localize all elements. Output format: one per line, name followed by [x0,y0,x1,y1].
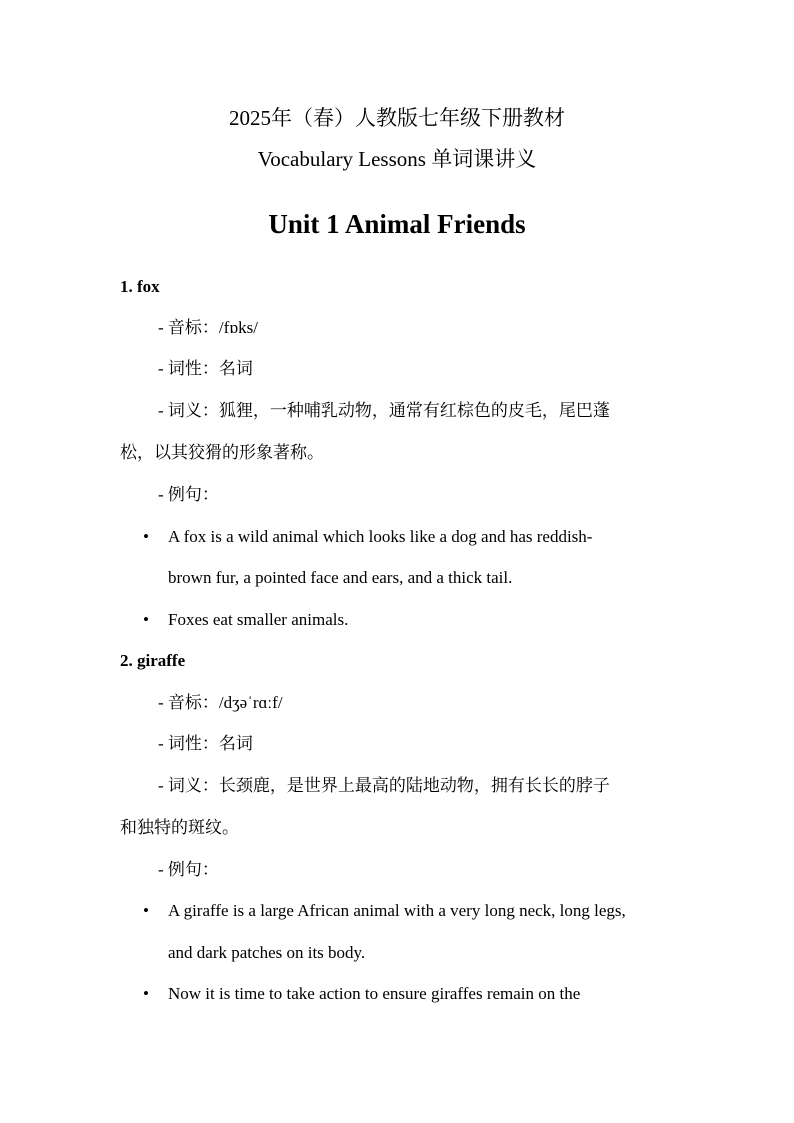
bullet-icon: • [143,901,149,920]
entry-meaning: - 词义：狐狸，一种哺乳动物，通常有红棕色的皮毛，尾巴蓬 [158,401,610,420]
entry-examples-label: - 例句： [158,485,219,504]
entry-phonetic: - 音标：/dʒəˈrɑːf/ [158,693,283,712]
entry-phonetic: - 音标：/fɒks/ [158,318,259,337]
entry-part-of-speech: - 词性：名词 [158,359,253,378]
entry-meaning-continued: 松，以其狡猾的形象著称。 [120,443,324,462]
bullet-icon: • [143,527,149,546]
document-header-title: 2025年（春）人教版七年级下册教材 [229,106,565,130]
example-sentence-continued: and dark patches on its body. [168,943,366,962]
entry-examples-label: - 例句： [158,860,219,879]
entry-meaning: - 词义：长颈鹿，是世界上最高的陆地动物，拥有长长的脖子 [158,776,610,795]
bullet-icon: • [143,610,149,629]
bullet-icon: • [143,984,149,1003]
example-sentence: Foxes eat smaller animals. [168,610,349,629]
example-sentence: Now it is time to take action to ensure giraffes remain on the [168,984,581,1003]
document-header-subtitle: Vocabulary Lessons 单词课讲义 [257,147,537,171]
example-sentence-continued: brown fur, a pointed face and ears, and a thick tail. [168,568,513,587]
example-sentence: A giraffe is a large African animal with a very long neck, long legs, [168,901,626,920]
entry-part-of-speech: - 词性：名词 [158,734,253,753]
entry-meaning-continued: 和独特的斑纹。 [120,818,239,837]
example-sentence: A fox is a wild animal which looks like a dog and has reddish- [168,527,593,546]
unit-title: Unit 1 Animal Friends [268,209,526,239]
entry-title-fox: 1. fox [120,277,160,296]
entry-title-giraffe: 2. giraffe [120,651,186,670]
